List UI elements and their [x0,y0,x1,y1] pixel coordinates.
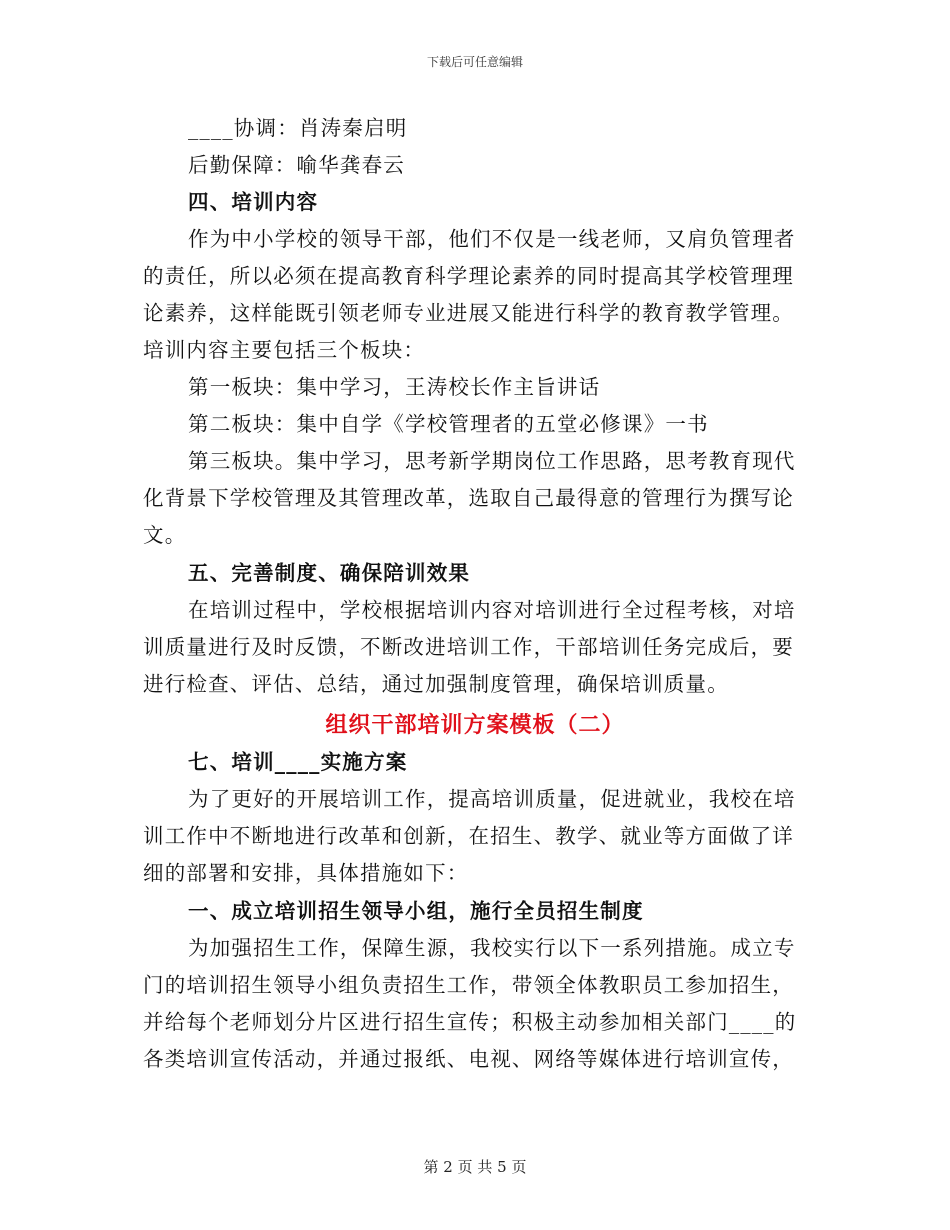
text-line: 第二板块：集中自学《学校管理者的五堂必修课》一书 [188,412,709,436]
text-line: 在培训过程中，学校根据培训内容对培训进行全过程考核，对培 [188,598,796,622]
text-line: 门的培训招生领导小组负责招生工作，带领全体教职员工参加招生， [143,973,794,997]
text-line: 进行检查、评估、总结，通过加强制度管理，确保培训质量。 [143,672,729,696]
text-line: 为了更好的开展培训工作，提高培训质量，促进就业，我校在培 [188,787,796,811]
section-heading: 四、培训内容 [188,190,319,214]
section-heading: 七、培训____实施方案 [188,750,408,774]
document-title: 组织干部培训方案模板（二） [325,712,625,738]
text-line: 训工作中不断地进行改革和创新，在招生、教学、就业等方面做了详 [143,824,794,848]
text-line: ____协调：肖涛秦启明 [188,116,408,140]
section-heading: 五、完善制度、确保陪训效果 [188,561,471,585]
text-line: 后勤保障：喻华龚春云 [188,153,405,177]
text-line: 各类培训宣传活动，并通过报纸、电视、网络等媒体进行培训宣传， [143,1047,794,1071]
text-line: 作为中小学校的领导干部，他们不仅是一线老师，又肩负管理者 [188,227,796,251]
text-line: 文。 [143,523,187,547]
text-line: 的责任，所以必须在提高教育科学理论素养的同时提高其学校管理理 [143,264,794,288]
text-line: 第一板块：集中学习，王涛校长作主旨讲话 [188,375,601,399]
text-line: 细的部署和安排，具体措施如下： [143,861,469,885]
text-line: 为加强招生工作，保障生源，我校实行以下一系列措施。成立专 [188,936,796,960]
page-footer: 第 2 页 共 5 页 [423,1158,527,1176]
text-line: 第三板块。集中学习，思考新学期岗位工作思路，思考教育现代 [188,449,796,473]
text-line: 化背景下学校管理及其管理改革，选取自己最得意的管理行为撰写论 [143,486,794,510]
page-header: 下载后可任意编辑 [426,55,523,69]
text-line: 训质量进行及时反馈，不断改进培训工作，干部培训任务完成后，要 [143,635,794,659]
text-line: 培训内容主要包括三个板块： [143,338,426,362]
text-line: 论素养，这样能既引领老师专业进展又能进行科学的教育教学管理。 [143,301,794,325]
section-heading: 一、成立培训招生领导小组，施行全员招生制度 [188,899,644,923]
text-line: 并给每个老师划分片区进行招生宣传；积极主动参加相关部门____的 [143,1010,797,1034]
